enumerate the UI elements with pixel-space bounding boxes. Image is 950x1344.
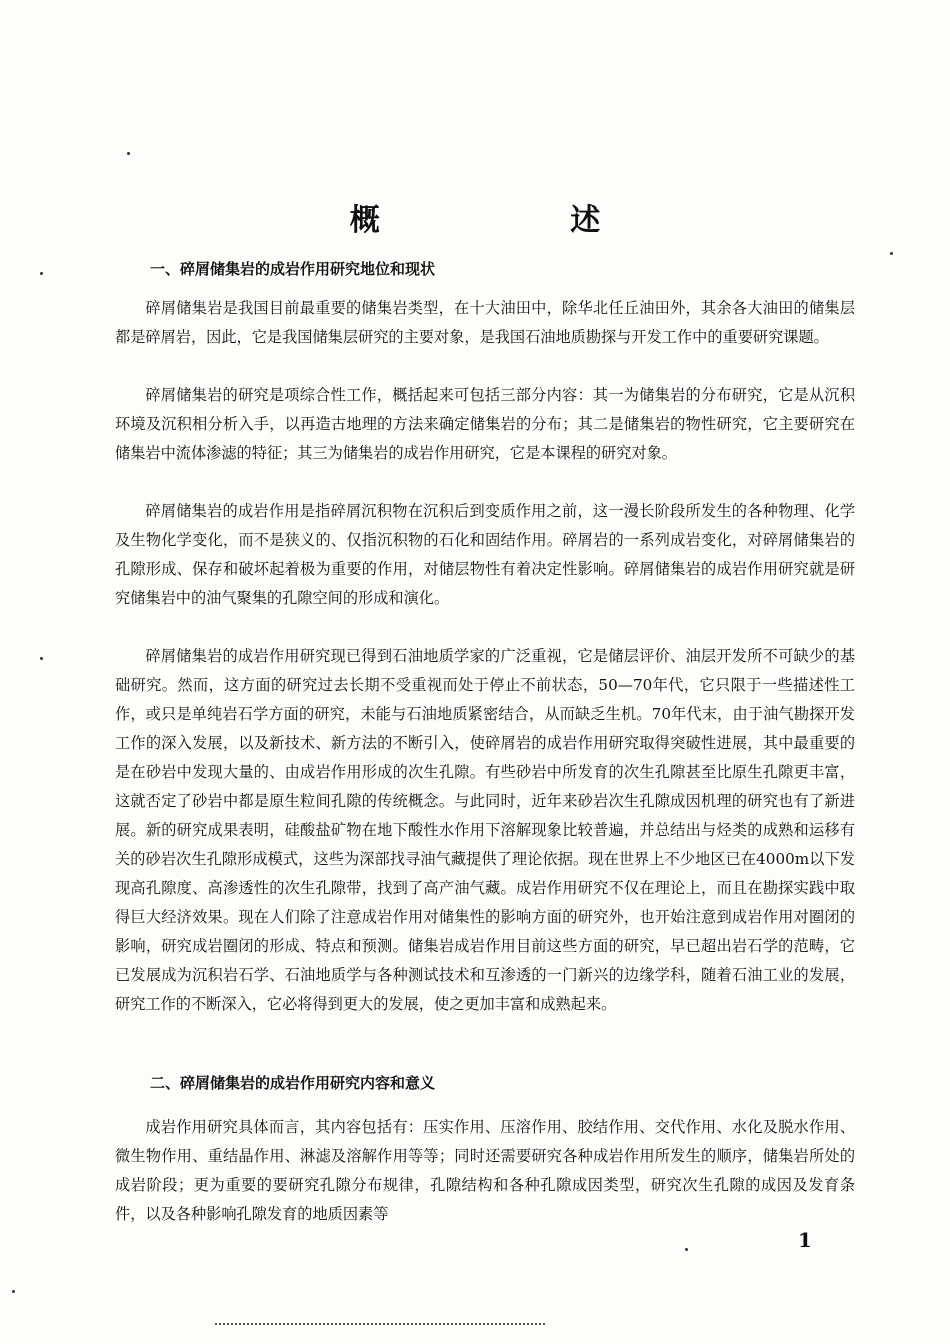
scan-speck	[890, 252, 893, 255]
scan-speck	[685, 1248, 688, 1251]
scan-speck	[40, 272, 43, 275]
scan-speck	[12, 1290, 15, 1293]
section-heading-2: 二、碎屑储集岩的成岩作用研究内容和意义	[150, 1074, 436, 1092]
scan-speck	[127, 152, 130, 155]
scan-artifact-line	[215, 1323, 545, 1325]
paragraph: 碎屑储集岩的成岩作用是指碎屑沉积物在沉积后到变质作用之前，这一漫长阶段所发生的各种物理、化学及生物化学变化，而不是狭义的、仅指沉积物的石化和固结作用。碎屑岩的一系列成岩变化，对碎屑储集岩的孔隙形成、保存和破坏起着极为重要的作用，对储层物性有着决定性影响。碎屑储集岩的成岩作用研究就是研究储集岩中的油气聚集的孔隙空间的形成和演化。	[115, 502, 855, 607]
paragraph: 碎屑储集岩的成岩作用研究现已得到石油地质学家的广泛重视，它是储层评价、油层开发所不可缺少的基础研究。然而，这方面的研究过去长期不受重视而处于停止不前状态，50—70年代，它只限于一些描述性工作，或只是单纯岩石学方面的研究，未能与石油地质紧密结合，从而缺乏生机。70年代末，由于油气勘探开发工作的深入发展，以及新技术、新方法的不断引入，使碎屑岩的成岩作用研究取得突破性进展，其中最重要的是在砂岩中发现大量的、由成岩作用形成的次生孔隙。有些砂岩中所发育的次生孔隙甚至比原生孔隙更丰富，这就否定了砂岩中都是原生粒间孔隙的传统概念。与此同时，近年来砂岩次生孔隙成因机理的研究也有了新进展。新的研究成果表明，硅酸盐矿物在地下酸性水作用下溶解现象比较普遍，并总结出与烃类的成熟和运移有关的砂岩次生孔隙形成模式，这些为深部找寻油气藏提供了理论依据。现在世界上不少地区已在4000m以下发现高孔隙度、高渗透性的次生孔隙带，找到了高产油气藏。成岩作用研究不仅在理论上，而且在勘探实践中取得巨大经济效果。现在人们除了注意成岩作用对储集性的影响方面的研究外，也开始注意到成岩作用对圈闭的影响，研究成岩圈闭的形成、特点和预测。储集岩成岩作用目前这些方面的研究，早已超出岩石学的范畴，它已发展成为沉积岩石学、石油地质学与各种测试技术和互渗透的一门新兴的边缘学科，随着石油工业的发展，研究工作的不断深入，它必将得到更大的发展，使之更加丰富和成熟起来。	[115, 647, 855, 1013]
page-title: 概 述	[349, 203, 691, 238]
page-number: 1	[798, 1228, 812, 1252]
scan-speck	[40, 657, 43, 660]
paragraph: 成岩作用研究具体而言，其内容包括有：压实作用、压溶作用、胶结作用、交代作用、水化及脱水作用、微生物作用、重结晶作用、淋滤及溶解作用等等；同时还需要研究各种成岩作用所发生的顺序，储集岩所处的成岩阶段；更为重要的要研究孔隙分布规律，孔隙结构和各种孔隙成因类型，研究次生孔隙的成因及发育条件，以及各种影响孔隙发育的地质因素等	[115, 1118, 855, 1223]
paragraph: 碎屑储集岩的研究是项综合性工作，概括起来可包括三部分内容：其一为储集岩的分布研究，它是从沉积环境及沉积相分析入手，以再造古地理的方法来确定储集岩的分布；其二是储集岩的物性研究，它主要研究在储集岩中流体渗滤的特征；其三为储集岩的成岩作用研究，它是本课程的研究对象。	[115, 386, 855, 462]
paragraph: 碎屑储集岩是我国目前最重要的储集岩类型，在十大油田中，除华北任丘油田外，其余各大油田的储集层都是碎屑岩，因此，它是我国储集层研究的主要对象，是我国石油地质勘探与开发工作中的重要研究课题。	[115, 299, 855, 346]
section-heading-1: 一、碎屑储集岩的成岩作用研究地位和现状	[150, 260, 436, 278]
